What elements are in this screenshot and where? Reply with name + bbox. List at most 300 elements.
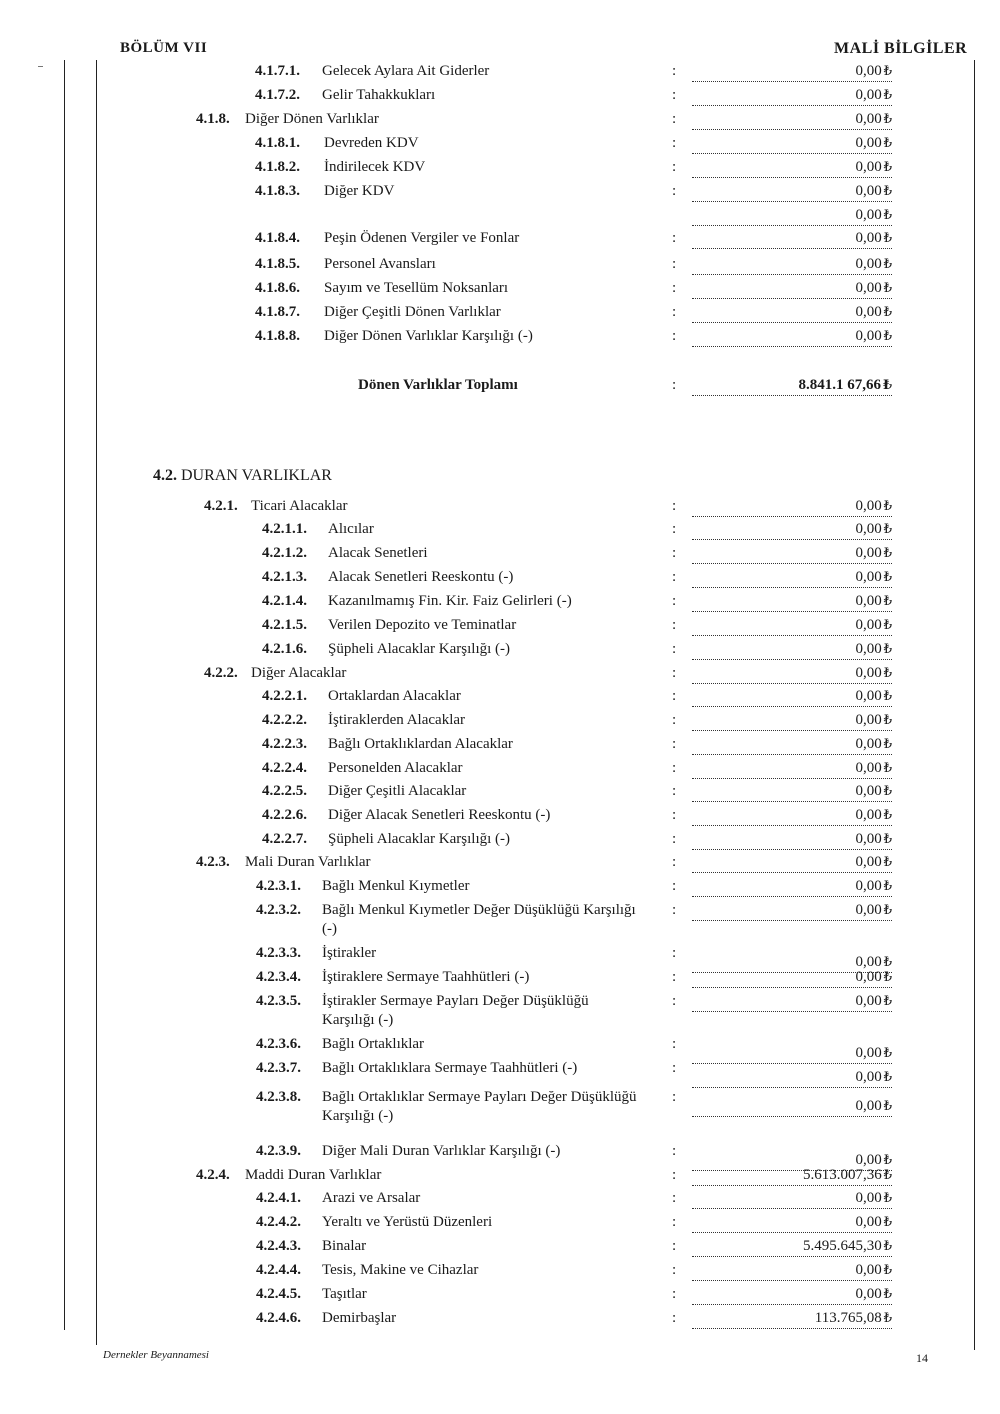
- account-value: [692, 520, 892, 540]
- account-label: Bağlı Ortaklıklardan Alacaklar: [328, 736, 513, 752]
- account-value: [692, 229, 892, 249]
- account-value: [692, 687, 892, 707]
- lira-icon: ₺: [883, 1167, 892, 1182]
- amount: 0,00: [855, 688, 882, 704]
- colon: :: [672, 328, 677, 344]
- account-row: [0, 206, 1000, 230]
- account-row: [0, 544, 1000, 568]
- colon: :: [672, 878, 677, 894]
- lira-icon: ₺: [883, 111, 892, 126]
- account-code: 4.1.8.2.: [255, 159, 300, 175]
- chapter-header: BÖLÜM VII: [120, 40, 208, 56]
- account-label: Diğer Mali Duran Varlıklar Karşılığı (-): [322, 1143, 561, 1159]
- lira-icon: ₺: [883, 135, 892, 150]
- account-value: [692, 968, 892, 988]
- account-code: 4.1.8.6.: [255, 280, 300, 296]
- colon: :: [672, 807, 677, 823]
- account-row: [0, 1059, 1000, 1083]
- amount: 0,00: [855, 256, 882, 272]
- account-code: 4.2.3.5.: [256, 993, 301, 1009]
- account-row: [0, 134, 1000, 158]
- section-number: 4.2.: [153, 467, 177, 484]
- account-value: [692, 279, 892, 299]
- account-row: [0, 1309, 1000, 1333]
- amount: 0,00: [855, 854, 882, 870]
- account-value: [692, 497, 892, 517]
- colon: :: [672, 665, 677, 681]
- account-row: [0, 110, 1000, 134]
- colon: :: [672, 1060, 677, 1076]
- account-row: [0, 968, 1000, 992]
- amount: 0,00: [855, 665, 882, 681]
- lira-icon: ₺: [883, 280, 892, 295]
- lira-icon: ₺: [883, 831, 892, 846]
- account-label: Alacak Senetleri Reeskontu (-): [328, 569, 514, 585]
- account-value: [692, 568, 892, 588]
- account-code: 4.2.2.2.: [262, 712, 307, 728]
- colon: :: [672, 159, 677, 175]
- colon: :: [672, 1089, 677, 1105]
- lira-icon: ₺: [883, 736, 892, 751]
- colon: :: [672, 641, 677, 657]
- account-code: 4.2.3.7.: [256, 1060, 301, 1076]
- account-row: [0, 992, 1000, 1028]
- account-value: [692, 206, 892, 226]
- colon: :: [672, 1214, 677, 1230]
- amount: 0,00: [855, 159, 882, 175]
- account-code: 4.1.8.8.: [255, 328, 300, 344]
- colon: :: [672, 1262, 677, 1278]
- account-label: Bağlı Ortaklıklar Sermaye Payları Değer Düşüklüğü Karşılığı (-): [322, 1089, 637, 1124]
- account-label: İştiraklerden Alacaklar: [328, 712, 466, 728]
- colon: :: [672, 945, 677, 961]
- lira-icon: ₺: [883, 760, 892, 775]
- account-row: [0, 664, 1000, 688]
- account-value: [692, 782, 892, 802]
- colon: :: [672, 688, 677, 704]
- account-label: Tesis, Makine ve Cihazlar: [322, 1262, 479, 1278]
- account-row: [0, 1189, 1000, 1213]
- account-value: [692, 853, 892, 873]
- lira-icon: ₺: [883, 328, 892, 343]
- account-label: Diğer Dönen Varlıklar: [245, 111, 379, 127]
- colon: :: [672, 377, 677, 393]
- amount: 0,00: [855, 498, 882, 514]
- lira-icon: ₺: [883, 665, 892, 680]
- lira-icon: ₺: [883, 1069, 892, 1084]
- amount: 0,00: [855, 569, 882, 585]
- account-label: Peşin Ödenen Vergiler ve Fonlar: [324, 230, 520, 246]
- account-row: [0, 640, 1000, 664]
- account-value: [692, 158, 892, 178]
- account-row: [0, 1261, 1000, 1285]
- account-label: İndirilecek KDV: [324, 159, 426, 175]
- account-code: 4.1.8.3.: [255, 183, 300, 199]
- amount: 0,00: [855, 760, 882, 776]
- account-label: Alıcılar: [328, 521, 374, 537]
- account-value: [692, 110, 892, 130]
- account-label: Diğer Alacaklar: [251, 665, 347, 681]
- account-label: Devreden KDV: [324, 135, 419, 151]
- account-label: Ortaklardan Alacaklar: [328, 688, 461, 704]
- account-label: Arazi ve Arsalar: [322, 1190, 421, 1206]
- amount: 0,00: [855, 807, 882, 823]
- amount: 0,00: [855, 902, 882, 918]
- account-code: 4.1.8.1.: [255, 135, 300, 151]
- account-code: 4.2.2.4.: [262, 760, 307, 776]
- page-number: 14: [916, 1351, 928, 1365]
- account-code: 4.2.1.6.: [262, 641, 307, 657]
- lira-icon: ₺: [883, 783, 892, 798]
- amount: 0,00: [855, 1190, 882, 1206]
- lira-icon: ₺: [883, 712, 892, 727]
- account-value: [692, 134, 892, 154]
- account-label: Diğer Çeşitli Dönen Varlıklar: [324, 304, 501, 320]
- amount: 0,00: [855, 1045, 882, 1061]
- account-row: [0, 759, 1000, 783]
- lira-icon: ₺: [883, 545, 892, 560]
- account-row: [0, 497, 1000, 521]
- account-value: [692, 86, 892, 106]
- account-code: 4.2.4.4.: [256, 1262, 301, 1278]
- account-value: [692, 1068, 892, 1088]
- amount: 0,00: [855, 280, 882, 296]
- footer-title: Dernekler Beyannamesi: [103, 1349, 209, 1361]
- amount: 5.495.645,30: [802, 1238, 882, 1254]
- account-row: [0, 1213, 1000, 1237]
- colon: :: [672, 617, 677, 633]
- colon: :: [672, 1143, 677, 1159]
- colon: :: [672, 1167, 677, 1183]
- amount: 0,00: [855, 207, 882, 223]
- amount: 5.613.007,36: [802, 1167, 882, 1183]
- account-label: Şüpheli Alacaklar Karşılığı (-): [328, 831, 511, 847]
- account-row: [0, 1142, 1000, 1166]
- account-row: [0, 944, 1000, 968]
- amount: 0,00: [855, 328, 882, 344]
- colon: :: [672, 1190, 677, 1206]
- lira-icon: ₺: [882, 377, 892, 392]
- account-code: 4.2.4.1.: [256, 1190, 301, 1206]
- account-row: [0, 62, 1000, 86]
- amount: 0,00: [855, 135, 882, 151]
- account-row: [0, 158, 1000, 182]
- colon: :: [672, 280, 677, 296]
- account-value: [692, 806, 892, 826]
- lira-icon: ₺: [883, 63, 892, 78]
- lira-icon: ₺: [883, 969, 892, 984]
- account-value: [692, 592, 892, 612]
- account-row: [0, 877, 1000, 901]
- account-code: 4.1.8.: [196, 111, 230, 127]
- colon: :: [672, 256, 677, 272]
- account-row: [0, 616, 1000, 640]
- account-label: İştirakler: [322, 945, 377, 961]
- amount: 0,00: [855, 954, 882, 970]
- account-value: [692, 1097, 892, 1117]
- colon: :: [672, 1036, 677, 1052]
- account-label: Bağlı Menkul Kıymetler Değer Düşüklüğü Karşılığı (-): [322, 902, 636, 937]
- account-value: [692, 255, 892, 275]
- lira-icon: ₺: [883, 1045, 892, 1060]
- account-value: [692, 1261, 892, 1281]
- account-row: [0, 1285, 1000, 1309]
- colon: :: [672, 498, 677, 514]
- account-row: [0, 86, 1000, 110]
- amount: 0,00: [855, 831, 882, 847]
- account-row: [0, 1237, 1000, 1261]
- colon: :: [672, 87, 677, 103]
- amount: 0,00: [855, 1152, 882, 1168]
- colon: :: [672, 783, 677, 799]
- colon: :: [672, 993, 677, 1009]
- colon: :: [672, 135, 677, 151]
- total-label: Dönen Varlıklar Toplamı: [358, 377, 518, 393]
- account-code: 4.2.3.: [196, 854, 230, 870]
- account-code: 4.2.3.2.: [256, 902, 301, 918]
- amount: 0,00: [855, 1214, 882, 1230]
- account-label: İştiraklere Sermaye Taahhütleri (-): [322, 969, 530, 985]
- account-row: [0, 806, 1000, 830]
- account-label: Verilen Depozito ve Teminatlar: [328, 617, 517, 633]
- account-row: [0, 1166, 1000, 1190]
- colon: :: [672, 1286, 677, 1302]
- account-label: Şüpheli Alacaklar Karşılığı (-): [328, 641, 511, 657]
- colon: :: [672, 712, 677, 728]
- account-value: [692, 1237, 892, 1257]
- account-value: [692, 664, 892, 684]
- account-code: 4.2.3.6.: [256, 1036, 301, 1052]
- account-row: [0, 1035, 1000, 1059]
- account-value: [692, 877, 892, 897]
- amount: 113.765,08: [814, 1310, 882, 1326]
- account-value: [692, 1213, 892, 1233]
- account-row: [0, 279, 1000, 303]
- account-value: [692, 735, 892, 755]
- colon: :: [672, 969, 677, 985]
- account-code: 4.2.1.2.: [262, 545, 307, 561]
- lira-icon: ₺: [883, 498, 892, 513]
- lira-icon: ₺: [883, 641, 892, 656]
- amount: 0,00: [855, 63, 882, 79]
- amount: 0,00: [855, 969, 882, 985]
- total-amount: 8.841.1 67,66: [798, 377, 881, 393]
- account-row: [0, 182, 1000, 206]
- section-title: [153, 467, 332, 485]
- lira-icon: ₺: [883, 304, 892, 319]
- account-label: Bağlı Ortaklıklara Sermaye Taahhütleri (-): [322, 1060, 578, 1076]
- account-code: 4.2.2.5.: [262, 783, 307, 799]
- account-code: 4.1.7.1.: [255, 63, 300, 79]
- amount: 0,00: [855, 230, 882, 246]
- lira-icon: ₺: [883, 256, 892, 271]
- amount: 0,00: [855, 593, 882, 609]
- lira-icon: ₺: [883, 1238, 892, 1253]
- account-code: 4.2.3.4.: [256, 969, 301, 985]
- colon: :: [672, 521, 677, 537]
- account-row: [0, 592, 1000, 616]
- account-code: 4.2.4.: [196, 1167, 230, 1183]
- account-value: [692, 544, 892, 564]
- account-label: Bağlı Ortaklıklar: [322, 1036, 425, 1052]
- account-code: 4.1.8.5.: [255, 256, 300, 272]
- lira-icon: ₺: [883, 183, 892, 198]
- lira-icon: ₺: [883, 688, 892, 703]
- account-code: 4.2.3.3.: [256, 945, 301, 961]
- account-code: 4.2.4.6.: [256, 1310, 301, 1326]
- colon: :: [672, 545, 677, 561]
- account-code: 4.2.1.5.: [262, 617, 307, 633]
- colon: :: [672, 1310, 677, 1326]
- account-value: [692, 1166, 892, 1186]
- account-label: Alacak Senetleri: [328, 545, 428, 561]
- account-code: 4.2.4.5.: [256, 1286, 301, 1302]
- account-row: [0, 1088, 1000, 1124]
- colon: :: [672, 230, 677, 246]
- account-row: [0, 303, 1000, 327]
- colon: :: [672, 183, 677, 199]
- account-label: Gelir Tahakkukları: [322, 87, 436, 103]
- lira-icon: ₺: [883, 902, 892, 917]
- account-label: Diğer Dönen Varlıklar Karşılığı (-): [324, 328, 533, 344]
- account-row: [0, 830, 1000, 854]
- account-label: Binalar: [322, 1238, 367, 1254]
- account-label: Diğer Çeşitli Alacaklar: [328, 783, 467, 799]
- account-label: Diğer KDV: [324, 183, 395, 199]
- account-code: 4.2.2.6.: [262, 807, 307, 823]
- account-row: [0, 568, 1000, 592]
- lira-icon: ₺: [883, 807, 892, 822]
- colon: :: [672, 854, 677, 870]
- account-label: Bağlı Menkul Kıymetler: [322, 878, 470, 894]
- account-value: [692, 303, 892, 323]
- amount: 0,00: [855, 1098, 882, 1114]
- account-label: Maddi Duran Varlıklar: [245, 1167, 382, 1183]
- account-value: [692, 992, 892, 1012]
- lira-icon: ₺: [883, 87, 892, 102]
- lira-icon: ₺: [883, 1214, 892, 1229]
- account-value: [692, 1285, 892, 1305]
- account-code: 4.2.1.: [204, 498, 238, 514]
- colon: :: [672, 736, 677, 752]
- lira-icon: ₺: [883, 1286, 892, 1301]
- account-code: 4.1.7.2.: [255, 87, 300, 103]
- account-label: Demirbaşlar: [322, 1310, 397, 1326]
- lira-icon: ₺: [883, 1152, 892, 1167]
- amount: 0,00: [855, 545, 882, 561]
- amount: 0,00: [855, 111, 882, 127]
- account-value: [692, 182, 892, 202]
- account-value: [692, 640, 892, 660]
- amount: 0,00: [855, 993, 882, 1009]
- colon: :: [672, 63, 677, 79]
- amount: 0,00: [855, 521, 882, 537]
- account-row: [0, 520, 1000, 544]
- account-row: [0, 255, 1000, 279]
- account-code: 4.2.1.3.: [262, 569, 307, 585]
- amount: 0,00: [855, 304, 882, 320]
- account-row: [0, 687, 1000, 711]
- total-row: [0, 376, 1000, 400]
- lira-icon: ₺: [883, 617, 892, 632]
- section-title-text: DURAN VARLIKLAR: [181, 467, 332, 484]
- lira-icon: ₺: [883, 159, 892, 174]
- colon: :: [672, 760, 677, 776]
- account-value: [692, 327, 892, 347]
- amount: 0,00: [855, 183, 882, 199]
- account-label: Diğer Alacak Senetleri Reeskontu (-): [328, 807, 551, 823]
- account-code: 4.2.3.8.: [256, 1089, 301, 1105]
- account-label: Yeraltı ve Yerüstü Düzenleri: [322, 1214, 493, 1230]
- account-label: Personelden Alacaklar: [328, 760, 463, 776]
- account-row: [0, 853, 1000, 877]
- amount: 0,00: [855, 1069, 882, 1085]
- colon: :: [672, 111, 677, 127]
- amount: 0,00: [855, 783, 882, 799]
- lira-icon: ₺: [883, 1098, 892, 1113]
- account-code: 4.2.4.3.: [256, 1238, 301, 1254]
- lira-icon: ₺: [883, 878, 892, 893]
- lira-icon: ₺: [883, 593, 892, 608]
- lira-icon: ₺: [883, 569, 892, 584]
- account-value: [692, 1309, 892, 1329]
- total-value: [692, 376, 892, 396]
- colon: :: [672, 902, 677, 918]
- account-code: 4.1.8.7.: [255, 304, 300, 320]
- amount: 0,00: [855, 878, 882, 894]
- account-row: [0, 735, 1000, 759]
- lira-icon: ₺: [883, 993, 892, 1008]
- amount: 0,00: [855, 617, 882, 633]
- lira-icon: ₺: [883, 207, 892, 222]
- amount: 0,00: [855, 641, 882, 657]
- account-code: 4.2.3.9.: [256, 1143, 301, 1159]
- account-label: Ticari Alacaklar: [251, 498, 348, 514]
- colon: :: [672, 569, 677, 585]
- account-row: [0, 327, 1000, 351]
- account-value: [692, 1189, 892, 1209]
- lira-icon: ₺: [883, 1310, 892, 1325]
- section-header: MALİ BİLGİLER: [834, 40, 968, 57]
- colon: :: [672, 593, 677, 609]
- colon: :: [672, 831, 677, 847]
- account-label: Sayım ve Tesellüm Noksanları: [324, 280, 509, 296]
- account-code: 4.2.4.2.: [256, 1214, 301, 1230]
- amount: 0,00: [855, 712, 882, 728]
- amount: 0,00: [855, 1286, 882, 1302]
- account-row: [0, 711, 1000, 735]
- account-row: [0, 901, 1000, 937]
- account-value: [692, 901, 892, 921]
- amount: 0,00: [855, 736, 882, 752]
- account-value: [692, 759, 892, 779]
- lira-icon: ₺: [883, 230, 892, 245]
- lira-icon: ₺: [883, 954, 892, 969]
- amount: 0,00: [855, 1262, 882, 1278]
- account-code: 4.2.2.1.: [262, 688, 307, 704]
- account-value: [692, 830, 892, 850]
- account-code: 4.2.1.1.: [262, 521, 307, 537]
- account-row: [0, 229, 1000, 253]
- account-label: Kazanılmamış Fin. Kir. Faiz Gelirleri (-): [328, 593, 572, 609]
- lira-icon: ₺: [883, 521, 892, 536]
- account-label: İştirakler Sermaye Payları Değer Düşüklüğü Karşılığı (-): [322, 993, 589, 1028]
- lira-icon: ₺: [883, 1190, 892, 1205]
- account-label: Personel Avansları: [324, 256, 436, 272]
- account-code: 4.2.2.3.: [262, 736, 307, 752]
- account-label: Mali Duran Varlıklar: [245, 854, 371, 870]
- colon: :: [672, 304, 677, 320]
